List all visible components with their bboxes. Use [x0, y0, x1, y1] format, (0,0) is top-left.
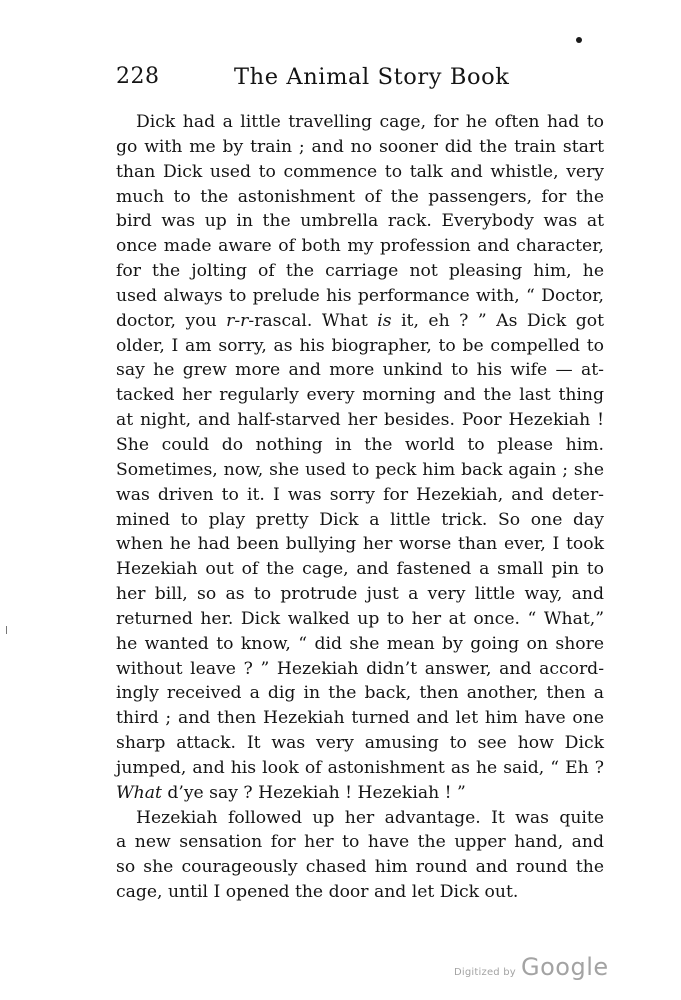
text-line: much to the astonishment of the passengers, for the — [116, 186, 604, 207]
google-watermark — [454, 953, 609, 981]
text-line: once made aware of both my profession and character, — [116, 236, 604, 257]
text-line: What d’ye say ? Hezekiah ! Hezekiah ! ” — [116, 782, 466, 803]
text-line: when he had been bullying her worse than ever, I took — [116, 534, 604, 555]
text-line: returned her. Dick walked up to her at once. “ What,” — [116, 608, 604, 629]
text-line: cage, until I opened the door and let Dick out. — [116, 882, 519, 903]
text-line: doctor, you r-r-rascal. What is it, eh ? ” As Dick got — [116, 310, 604, 331]
text-line: mined to play pretty Dick a little trick. So one day — [116, 509, 604, 530]
watermark-prefix: Digitized by — [454, 967, 516, 978]
text-line: without leave ? ” Hezekiah didn’t answer, and accord- — [116, 658, 604, 679]
italic-text: is — [377, 310, 392, 331]
text-line: so she courageously chased him round and round the — [116, 857, 604, 878]
text-line: was driven to it. I was sorry for Hezekiah, and deter- — [116, 484, 604, 505]
text-line: go with me by train ; and no sooner did the train start — [116, 136, 604, 157]
italic-text: r-r- — [226, 310, 255, 331]
text-line: used always to prelude his performance with, “ Doctor, — [116, 285, 604, 306]
text-line: Sometimes, now, she used to peck him back again ; she — [116, 459, 604, 480]
text-line: than Dick used to commence to talk and whistle, very — [116, 161, 604, 182]
text-line: he wanted to know, “ did she mean by going on shore — [116, 633, 604, 654]
text-line: say he grew more and more unkind to his wife — at- — [116, 360, 604, 381]
body-text — [116, 110, 604, 905]
text-line: Dick had a little travelling cage, for he often had to — [136, 112, 604, 132]
text-line: Hezekiah out of the cage, and fastened a small pin to — [116, 559, 604, 580]
google-logo: Google — [521, 953, 609, 981]
text-line: She could do nothing in the world to please him. — [116, 434, 604, 455]
text-line: her bill, so as to protrude just a very little way, and — [116, 584, 604, 605]
text-line: Hezekiah followed up her advantage. It was quite — [136, 807, 604, 828]
text-line: third ; and then Hezekiah turned and let him have one — [116, 708, 604, 729]
text-line: older, I am sorry, as his biographer, to be compelled to — [116, 335, 604, 356]
page-number: 228 — [116, 64, 160, 89]
text-line: a new sensation for her to have the upper hand, and — [116, 832, 604, 853]
text-line: ingly received a dig in the back, then another, then a — [116, 683, 604, 704]
text-line: bird was up in the umbrella rack. Everybody was at — [116, 211, 604, 232]
margin-mark — [6, 626, 7, 634]
running-title: The Animal Story Book — [234, 64, 510, 90]
italic-text: What — [116, 782, 162, 803]
text-line: at night, and half-starved her besides. Poor Hezekiah ! — [116, 410, 604, 431]
text-line: for the jolting of the carriage not pleasing him, he — [116, 261, 604, 282]
text-line: tacked her regularly every morning and the last thing — [116, 385, 604, 406]
ink-dot — [576, 37, 582, 43]
page-header — [116, 64, 604, 98]
text-line: sharp attack. It was very amusing to see how Dick — [116, 733, 604, 754]
text-line: jumped, and his look of astonishment as he said, “ Eh ? — [116, 757, 604, 778]
